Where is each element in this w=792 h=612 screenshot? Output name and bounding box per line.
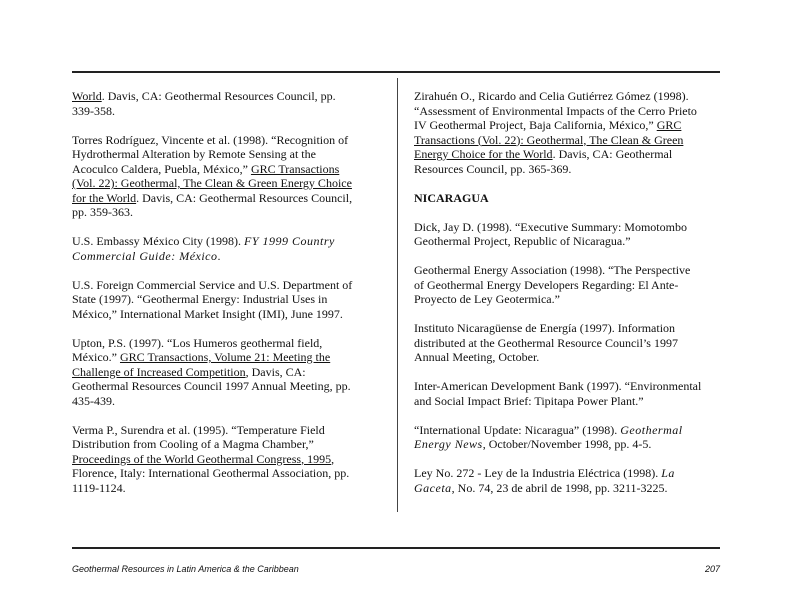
text-line — [414, 278, 714, 293]
underlined-title: (Vol. 22): Geothermal, The Clean & Green Energy Choice — [72, 176, 352, 190]
underlined-title: GRC Transactions — [250, 161, 340, 176]
text-line — [414, 162, 714, 177]
text-segment: Geothermal Energy Association (1998). “The Perspective — [414, 263, 691, 277]
text-line — [414, 481, 714, 496]
text-line — [72, 452, 372, 467]
underlined-title: GRC — [656, 118, 682, 132]
text-line — [72, 234, 372, 249]
italic-title: Energy News — [414, 437, 483, 451]
text-line — [72, 365, 372, 380]
text-line — [72, 423, 372, 438]
text-segment: México,” International Market Insight (IMI), June 1997. — [72, 306, 343, 321]
italic-title: Commercial Guide: México — [72, 248, 218, 263]
text-line — [72, 133, 372, 148]
text-line — [414, 263, 714, 278]
text-segment: U.S. Embassy México City (1998). — [72, 234, 244, 248]
text-line — [72, 379, 372, 394]
text-segment: Distribution from Cooling of a Magma Chamber,” — [72, 437, 314, 451]
reference-entry — [414, 379, 714, 408]
reference-entry — [414, 263, 714, 307]
text-line — [414, 89, 714, 104]
text-line — [414, 466, 714, 481]
text-segment: Inter-American Development Bank (1997). “Environmental — [414, 379, 702, 393]
text-segment: IV Geothermal Project, Baja California, México,” — [414, 118, 657, 132]
text-line — [72, 350, 372, 365]
underlined-title: Transactions (Vol. 22): Geothermal, The Clean & Green — [414, 132, 684, 147]
text-segment: Upton, P.S. (1997). “Los Humeros geothermal field, — [72, 335, 323, 350]
text-segment: , — [331, 451, 335, 466]
text-segment: México.” — [72, 350, 120, 364]
column-divider — [397, 78, 398, 512]
text-segment: Resources Council, pp. 365-369. — [414, 161, 572, 176]
italic-title: La — [661, 466, 675, 480]
text-segment: , October/November 1998, pp. 4-5. — [482, 437, 652, 451]
text-segment: Annual Meeting, October. — [414, 350, 540, 364]
reference-entry — [72, 89, 372, 118]
right-column — [414, 89, 714, 510]
text-line — [72, 292, 372, 307]
text-line — [414, 423, 714, 438]
text-line — [72, 481, 372, 496]
reference-entry — [414, 89, 714, 176]
text-segment: and Social Impact Brief: Tipitapa Power Plant.” — [414, 393, 644, 408]
reference-entry — [414, 321, 714, 365]
text-segment: pp. 359-363. — [72, 205, 133, 219]
text-line — [72, 278, 372, 293]
section-heading — [414, 191, 714, 206]
text-line — [72, 437, 372, 452]
text-line — [72, 336, 372, 351]
text-line — [414, 292, 714, 307]
text-segment: Hydrothermal Alteration by Remote Sensing at the — [72, 147, 316, 161]
text-segment: Acoculco Caldera, Puebla, México,” — [72, 161, 251, 176]
text-segment: Verma P., Surendra et al. (1995). “Temperature Field — [72, 422, 325, 437]
text-segment: , No. 74, 23 de abril de 1998, pp. 3211-3225. — [451, 480, 668, 495]
left-column — [72, 89, 372, 510]
text-line — [414, 336, 714, 351]
text-segment: 339-358. — [72, 103, 115, 118]
text-line — [72, 147, 372, 162]
text-segment: Zirahuén O., Ricardo and Celia Gutiérrez Gómez (1998). — [414, 89, 689, 103]
italic-title: Gaceta — [414, 480, 452, 495]
underlined-title: for the World — [72, 190, 137, 205]
text-line — [414, 350, 714, 365]
text-line — [72, 466, 372, 481]
text-line — [414, 147, 714, 162]
text-segment: U.S. Foreign Commercial Service and U.S. Department of — [72, 277, 353, 292]
text-line — [72, 249, 372, 264]
reference-entry — [72, 336, 372, 409]
underlined-title: GRC Transactions, Volume 21: Meeting the — [119, 350, 331, 364]
underlined-title: Proceedings of the World Geothermal Congress, 1995 — [72, 451, 332, 466]
text-line — [414, 104, 714, 119]
text-segment: Geothermal Project, Republic of Nicaragua.” — [414, 234, 631, 248]
text-segment: . Davis, CA: Geothermal Resources Council, pp. — [101, 89, 336, 103]
text-line — [72, 104, 372, 119]
text-line — [72, 176, 372, 191]
text-segment: Instituto Nicaragüense de Energía (1997). Information — [414, 321, 676, 335]
text-segment: NICARAGUA — [414, 190, 489, 205]
reference-entry — [414, 466, 714, 495]
text-line — [414, 191, 714, 206]
text-segment: of Geothermal Energy Developers Regarding: El Ante- — [414, 277, 679, 292]
reference-entry — [72, 234, 372, 263]
text-line — [72, 307, 372, 322]
text-line — [414, 220, 714, 235]
reference-entry — [72, 133, 372, 220]
text-segment: Torres Rodríguez, Vincente et al. (1998). “Recognition of — [72, 132, 349, 147]
text-line — [72, 191, 372, 206]
text-segment: Proyecto de Ley Geotermica.” — [414, 292, 560, 306]
text-segment: Ley No. 272 - Ley de la Industria Eléctrica (1998). — [414, 466, 662, 480]
text-line — [414, 379, 714, 394]
text-segment: “International Update: Nicaragua” (1998). — [414, 422, 621, 437]
text-segment: , Davis, CA: — [245, 364, 306, 379]
text-line — [414, 118, 714, 133]
bottom-rule — [72, 547, 720, 549]
reference-entry — [414, 423, 714, 452]
text-line — [414, 321, 714, 336]
text-line — [414, 437, 714, 452]
text-segment: Florence, Italy: International Geothermal Association, pp. — [72, 466, 350, 480]
page-number: 207 — [704, 564, 720, 574]
text-line — [72, 205, 372, 220]
text-line — [414, 234, 714, 249]
text-line — [414, 394, 714, 409]
text-line — [72, 89, 372, 104]
text-line — [72, 162, 372, 177]
reference-entry — [72, 278, 372, 322]
text-segment: Geothermal Resources Council 1997 Annual Meeting, pp. — [72, 379, 351, 393]
underlined-title: Challenge of Increased Competition — [72, 364, 246, 379]
text-segment: Dick, Jay D. (1998). “Executive Summary: Momotombo — [414, 219, 687, 234]
text-segment: . Davis, CA: Geothermal — [552, 147, 673, 161]
underlined-title: Energy Choice for the World — [414, 147, 553, 161]
text-segment: 435-439. — [72, 393, 115, 408]
text-segment: “Assessment of Environmental Impacts of the Cerro Prieto — [414, 103, 697, 118]
text-segment: . Davis, CA: Geothermal Resources Council, — [136, 190, 353, 205]
text-segment: 1119-1124. — [72, 480, 126, 495]
text-segment: State (1997). “Geothermal Energy: Industrial Uses in — [72, 292, 328, 306]
footer-title: Geothermal Resources in Latin America & the Caribbean — [72, 564, 299, 574]
underlined-title: World — [72, 89, 102, 103]
reference-entry — [414, 220, 714, 249]
text-segment: . — [217, 248, 221, 263]
text-line — [414, 133, 714, 148]
reference-entry — [72, 423, 372, 496]
text-segment: distributed at the Geothermal Resource Council’s 1997 — [414, 335, 678, 350]
italic-title: FY 1999 Country — [244, 234, 335, 248]
text-line — [72, 394, 372, 409]
top-rule — [72, 71, 720, 73]
italic-title: Geothermal — [620, 422, 683, 437]
